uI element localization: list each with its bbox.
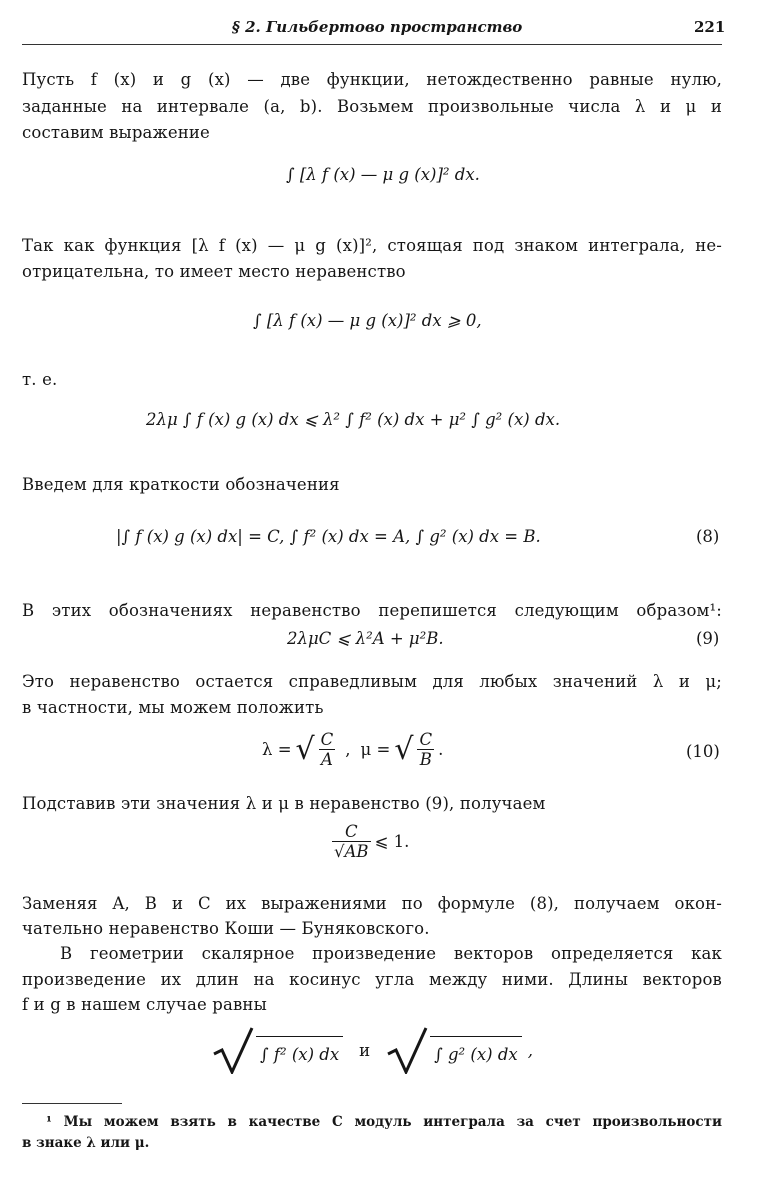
sqrt-icon: √ bbox=[295, 732, 315, 767]
equation-9: 2λμC ⩽ λ²A + μ²B. bbox=[287, 629, 444, 648]
paragraph-7: Подставив эти значения λ и μ в неравенство (9), получаем bbox=[22, 794, 546, 813]
footnote-rule bbox=[22, 1103, 122, 1104]
paragraph-9-line-2: произведение их длин на косинус угла между ними. Длины векторов bbox=[22, 970, 722, 989]
paragraph-4: Введем для краткости обозначения bbox=[22, 475, 340, 494]
equation-c-over-sqrt-ab bbox=[332, 822, 409, 861]
equation-number-10: (10) bbox=[686, 742, 720, 761]
page-number: 221 bbox=[694, 18, 726, 36]
footnote-line-2: в знаке λ или μ. bbox=[22, 1135, 150, 1151]
frac-den: √AB bbox=[334, 842, 369, 861]
paragraph-8-line-1: Заменяя A, B и C их выражениями по формуле (8), получаем окон- bbox=[22, 894, 722, 913]
equation-vector-lengths: ∫ f² (x) dx и ∫ g² (x) dx , bbox=[212, 1025, 533, 1075]
leq-one: ⩽ 1. bbox=[374, 832, 410, 851]
sqrt-icon: √ bbox=[394, 732, 414, 767]
frac-num: C bbox=[419, 730, 433, 749]
paragraph-8-line-2: чательно неравенство Коши — Буняковского. bbox=[22, 919, 430, 938]
paragraph-1-line-1: Пусть f (x) и g (x) — две функции, нетождественно равные нулю, bbox=[22, 70, 722, 89]
fraction-c-over-b bbox=[417, 730, 434, 769]
paragraph-1-line-3: составим выражение bbox=[22, 123, 210, 142]
paragraph-6-line-2: в частности, мы можем положить bbox=[22, 698, 324, 717]
trailing-comma: , bbox=[527, 1040, 533, 1060]
header-rule bbox=[22, 44, 722, 45]
eq10-lambda: λ = bbox=[262, 740, 292, 759]
paragraph-9-line-3: f и g в нашем случае равны bbox=[22, 995, 267, 1014]
equation-3: 2λμ ∫ f (x) g (x) dx ⩽ λ² ∫ f² (x) dx + μ² ∫ g² (x) dx. bbox=[146, 410, 561, 429]
footnote-line-1: ¹ Мы можем взять в качестве C модуль интеграла за счет произвольности bbox=[46, 1114, 722, 1130]
frac-den: A bbox=[321, 750, 333, 769]
paragraph-5: В этих обозначениях неравенство перепишется следующим образом¹: bbox=[22, 601, 722, 620]
fraction-c-over-a bbox=[319, 730, 336, 769]
integrand-f2: f² (x) dx bbox=[273, 1045, 340, 1064]
sqrt-radical-icon bbox=[386, 1026, 430, 1074]
equation-number-8: (8) bbox=[696, 527, 720, 546]
paragraph-3: т. е. bbox=[22, 370, 58, 389]
sqrt-radical-icon bbox=[212, 1026, 256, 1074]
paragraph-6-line-1: Это неравенство остается справедливым для любых значений λ и μ; bbox=[22, 672, 722, 691]
equation-10: λ = √ $\frac{C}{A}$ , μ = √ $\frac{C}{B}$ . bbox=[262, 730, 444, 769]
integrand-g2: g² (x) dx bbox=[447, 1045, 518, 1064]
equation-number-9: (9) bbox=[696, 629, 720, 648]
conjunction-and: и bbox=[359, 1040, 371, 1060]
equation-2: ∫ [λ f (x) — μ g (x)]² dx ⩾ 0, bbox=[253, 311, 482, 330]
equation-1: ∫ [λ f (x) — μ g (x)]² dx. bbox=[286, 165, 480, 184]
equation-8: |∫ f (x) g (x) dx| = C, ∫ f² (x) dx = A, ∫ g² (x) dx = B. bbox=[116, 527, 541, 546]
frac-num: C bbox=[332, 822, 371, 842]
paragraph-2-line-2: отрицательна, то имеет место неравенство bbox=[22, 262, 406, 281]
running-header-title: § 2. Гильбертово пространство bbox=[232, 18, 523, 36]
paragraph-9-line-1: В геометрии скалярное произведение векторов определяется как bbox=[60, 944, 722, 963]
frac-den: B bbox=[419, 750, 432, 769]
paragraph-1-line-2: заданные на интервале (a, b). Возьмем произвольные числа λ и μ и bbox=[22, 97, 722, 116]
eq10-mu: μ = bbox=[360, 740, 391, 759]
paragraph-2-line-1: Так как функция [λ f (x) — μ g (x)]², стоящая под знаком интеграла, не- bbox=[22, 236, 722, 255]
fraction-c-over-sqrt-ab bbox=[332, 822, 371, 861]
frac-num: C bbox=[320, 730, 334, 749]
